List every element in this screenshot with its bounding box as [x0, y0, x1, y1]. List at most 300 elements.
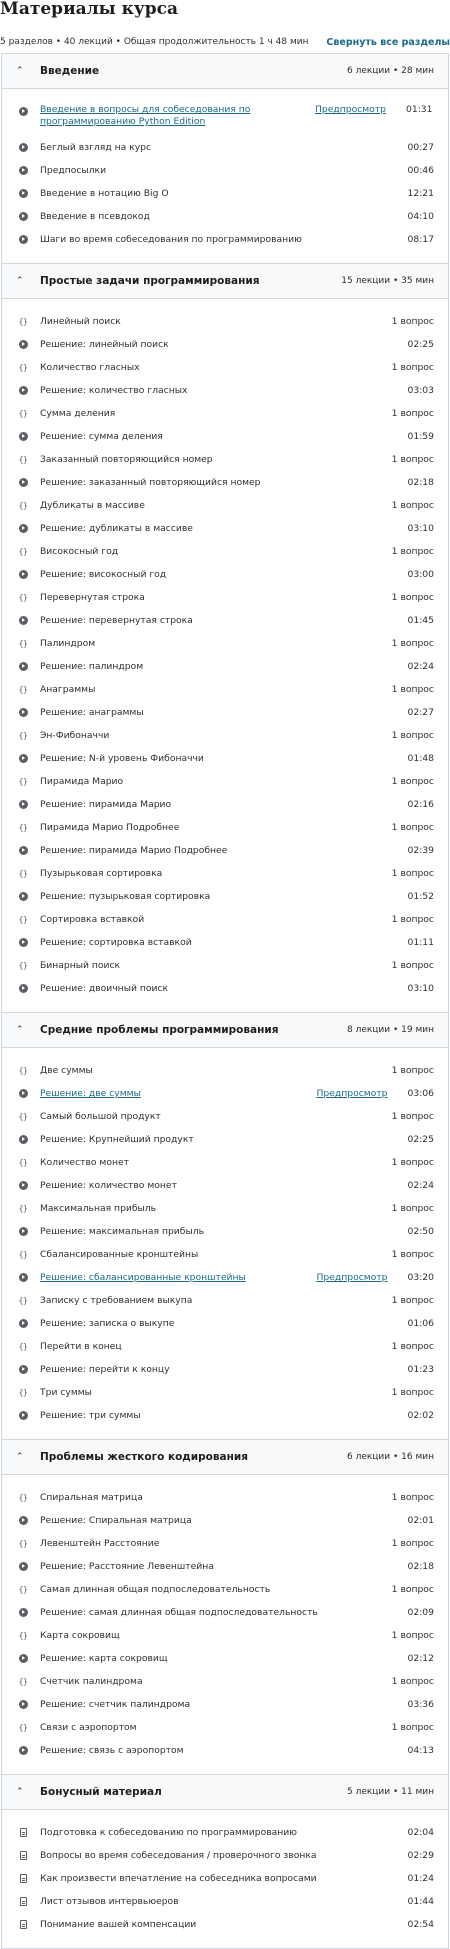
lecture-item[interactable]	[2, 839, 448, 862]
lecture-item[interactable]	[2, 136, 448, 159]
section-meta: 5 лекции • 11 мин	[346, 1787, 434, 1797]
play-circle-icon	[16, 1652, 30, 1666]
lecture-title: Високосный год	[40, 546, 119, 557]
play-circle-icon	[16, 141, 30, 155]
lecture-title: Решение: пирамида Марио	[40, 799, 172, 810]
lecture-item[interactable]	[2, 609, 448, 632]
lecture-item[interactable]	[2, 1578, 448, 1601]
lecture-item[interactable]	[2, 182, 448, 205]
lecture-meta: 1 вопрос	[391, 1492, 434, 1503]
lecture-meta: 1 вопрос	[391, 408, 434, 419]
lecture-meta: 01:23	[407, 1364, 434, 1375]
lecture-title: Подготовка к собеседованию по программированию	[40, 1827, 297, 1838]
lecture-item[interactable]	[2, 1647, 448, 1670]
lecture-list	[2, 89, 448, 264]
lecture-item[interactable]	[2, 1670, 448, 1693]
lecture-item[interactable]	[2, 494, 448, 517]
section-title: Бонусный материал	[40, 1786, 162, 1798]
lecture-item[interactable]	[2, 1555, 448, 1578]
play-circle-icon	[16, 476, 30, 490]
lecture-item[interactable]	[2, 1716, 448, 1739]
lecture-item[interactable]	[2, 356, 448, 379]
lecture-meta: 1 вопрос	[391, 362, 434, 373]
lecture-meta: 1 вопрос	[391, 1538, 434, 1549]
section-title: Введение	[40, 65, 100, 77]
play-circle-icon	[16, 104, 30, 118]
lecture-title: Три суммы	[40, 1387, 92, 1398]
play-circle-icon	[16, 1225, 30, 1239]
play-circle-icon	[16, 982, 30, 996]
lecture-item[interactable]	[2, 1844, 448, 1867]
lecture-title: Количество монет	[40, 1157, 129, 1168]
lecture-title: Анаграммы	[40, 684, 96, 695]
lecture-title: Палиндром	[40, 638, 96, 649]
lecture-item[interactable]	[2, 1486, 448, 1509]
lecture-meta: 01:48	[407, 753, 434, 764]
play-circle-icon	[16, 1317, 30, 1331]
lecture-title: Дубликаты в массиве	[40, 500, 145, 511]
lecture-meta: 01:45	[407, 615, 434, 626]
lecture-meta: 1 вопрос	[391, 868, 434, 879]
play-circle-icon	[16, 1179, 30, 1193]
play-circle-icon	[16, 1133, 30, 1147]
lecture-meta: 1 вопрос	[391, 1111, 434, 1122]
lecture-item[interactable]	[2, 228, 448, 251]
play-circle-icon	[16, 384, 30, 398]
lecture-title: Решение: связь с аэропортом	[40, 1745, 184, 1756]
play-circle-icon	[16, 890, 30, 904]
lecture-item[interactable]	[2, 1624, 448, 1647]
lecture-meta: 1 вопрос	[391, 822, 434, 833]
lecture-meta: 02:02	[407, 1410, 434, 1421]
quiz-braces-icon: {}	[18, 317, 28, 326]
lecture-title: Решение: заказанный повторяющийся номер	[40, 477, 261, 488]
lecture-item[interactable]	[2, 1312, 448, 1335]
lecture-meta: 1 вопрос	[391, 1676, 434, 1687]
lecture-meta: 02:09	[407, 1607, 434, 1618]
lecture-item[interactable]	[2, 586, 448, 609]
lecture-meta: 01:44	[407, 1896, 434, 1907]
quiz-braces-icon: {}	[18, 1388, 28, 1397]
lecture-item[interactable]	[2, 655, 448, 678]
lecture-meta: 1 вопрос	[391, 454, 434, 465]
lecture-title: Решение: три суммы	[40, 1410, 141, 1421]
chevron-up-icon: ⌃	[16, 66, 24, 76]
preview-link[interactable]: Предпросмотр	[315, 104, 386, 115]
quiz-braces-icon: {}	[18, 869, 28, 878]
lecture-title[interactable]: Введение в вопросы для собеседования по программированию Python Edition	[40, 104, 251, 127]
quiz-braces-icon: {}	[18, 639, 28, 648]
play-circle-icon	[16, 1514, 30, 1528]
lecture-item[interactable]	[2, 1821, 448, 1844]
lecture-item[interactable]	[2, 1197, 448, 1220]
quiz-braces-icon: {}	[18, 1204, 28, 1213]
lecture-title: Карта сокровищ	[40, 1630, 120, 1641]
play-circle-icon	[16, 706, 30, 720]
lecture-item[interactable]	[2, 724, 448, 747]
lecture-item[interactable]	[2, 747, 448, 770]
lecture-item[interactable]	[2, 540, 448, 563]
play-circle-icon	[16, 1698, 30, 1712]
lecture-meta: 1 вопрос	[391, 1722, 434, 1733]
quiz-braces-icon: {}	[18, 1112, 28, 1121]
lecture-list	[2, 1475, 448, 1775]
course-section	[2, 1775, 448, 1948]
lecture-meta: 00:27	[407, 142, 434, 153]
course-summary: 5 разделов • 40 лекций • Общая продолжительность 1 ч 48 мин	[0, 37, 309, 47]
section-title: Средние проблемы программирования	[40, 1024, 279, 1036]
section-header[interactable]	[2, 1013, 448, 1048]
lecture-title: Максимальная прибыль	[40, 1203, 157, 1214]
lecture-item[interactable]	[2, 1532, 448, 1555]
lecture-title: Предпосылки	[40, 165, 107, 176]
lecture-title: Записку с требованием выкупа	[40, 1295, 193, 1306]
lecture-title: Решение: линейный поиск	[40, 339, 169, 350]
document-icon	[16, 1895, 30, 1909]
lecture-item[interactable]	[2, 931, 448, 954]
lecture-item[interactable]	[2, 885, 448, 908]
lecture-item[interactable]	[2, 333, 448, 356]
lecture-item[interactable]	[2, 793, 448, 816]
lecture-meta: 02:18	[407, 477, 434, 488]
lecture-item[interactable]	[2, 310, 448, 333]
section-meta: 15 лекции • 35 мин	[341, 276, 434, 286]
lecture-meta: 03:00	[407, 569, 434, 580]
lecture-meta: 01:52	[407, 891, 434, 902]
lecture-title: Пирамида Марио Подробнее	[40, 822, 180, 833]
lecture-meta: 04:10	[407, 211, 434, 222]
lecture-item[interactable]	[2, 632, 448, 655]
chevron-up-icon: ⌃	[16, 1025, 24, 1035]
course-section	[2, 264, 448, 1013]
lecture-title: Решение: счетчик палиндрома	[40, 1699, 191, 1710]
lecture-meta: 02:04	[407, 1827, 434, 1838]
lecture-item[interactable]	[2, 1739, 448, 1762]
lecture-item[interactable]	[2, 816, 448, 839]
play-circle-icon	[16, 1409, 30, 1423]
lecture-meta: 1 вопрос	[391, 776, 434, 787]
lecture-meta: 1 вопрос	[391, 1157, 434, 1168]
lecture-item[interactable]	[2, 379, 448, 402]
quiz-braces-icon: {}	[18, 777, 28, 786]
lecture-item[interactable]	[2, 563, 448, 586]
course-section	[2, 54, 448, 264]
lecture-meta: 02:39	[407, 845, 434, 856]
lecture-item[interactable]	[2, 1867, 448, 1890]
lecture-meta: 1 вопрос	[391, 914, 434, 925]
lecture-title[interactable]: Решение: две суммы	[40, 1088, 141, 1099]
collapse-all-button[interactable]: Свернуть все разделы	[326, 36, 450, 48]
lecture-item[interactable]	[2, 100, 448, 136]
lecture-item[interactable]	[2, 1890, 448, 1913]
lecture-meta: 03:36	[407, 1699, 434, 1710]
lecture-title: Вопросы во время собеседования / проверочного звонка	[40, 1850, 317, 1861]
lecture-item[interactable]	[2, 517, 448, 540]
play-circle-icon	[16, 1606, 30, 1620]
lecture-meta: 03:06	[407, 1088, 434, 1099]
lecture-item[interactable]	[2, 1404, 448, 1427]
lecture-title: Как произвести впечатление на собеседника вопросами	[40, 1873, 317, 1884]
lecture-item[interactable]	[2, 1381, 448, 1404]
lecture-item[interactable]	[2, 1082, 448, 1105]
preview-link[interactable]: Предпросмотр	[316, 1272, 388, 1283]
lecture-title: Сумма деления	[40, 408, 116, 419]
lecture-title: Решение: записка о выкупе	[40, 1318, 175, 1329]
lecture-title: Введение в нотацию Big O	[40, 188, 169, 199]
quiz-braces-icon: {}	[18, 501, 28, 510]
lecture-meta: 03:10	[407, 523, 434, 534]
lecture-item[interactable]	[2, 1693, 448, 1716]
quiz-braces-icon: {}	[18, 1296, 28, 1305]
lecture-meta: 02:24	[407, 1180, 434, 1191]
lecture-title: Левенштейн Расстояние	[40, 1538, 160, 1549]
quiz-braces-icon: {}	[18, 685, 28, 694]
lecture-list	[2, 1810, 448, 1948]
lecture-title: Решение: перейти к концу	[40, 1364, 170, 1375]
quiz-braces-icon: {}	[18, 1631, 28, 1640]
play-circle-icon	[16, 1560, 30, 1574]
lecture-item[interactable]	[2, 908, 448, 931]
lecture-title: Решение: пирамида Марио Подробнее	[40, 845, 228, 856]
lecture-title: Две суммы	[40, 1065, 93, 1076]
section-title: Простые задачи программирования	[40, 275, 260, 287]
lecture-title: Решение: двоичный поиск	[40, 983, 169, 994]
lecture-meta: 02:12	[407, 1653, 434, 1664]
quiz-braces-icon: {}	[18, 731, 28, 740]
quiz-braces-icon: {}	[18, 1493, 28, 1502]
quiz-braces-icon: {}	[18, 1158, 28, 1167]
lecture-title: Решение: перевернутая строка	[40, 615, 193, 626]
lecture-meta: 1 вопрос	[391, 730, 434, 741]
play-circle-icon	[16, 752, 30, 766]
lecture-meta: 01:11	[407, 937, 434, 948]
lecture-title: Спиральная матрица	[40, 1492, 143, 1503]
lecture-title[interactable]: Решение: сбалансированные кронштейны	[40, 1272, 246, 1283]
chevron-up-icon: ⌃	[16, 1787, 24, 1797]
lecture-meta: 01:24	[407, 1873, 434, 1884]
lecture-item[interactable]	[2, 977, 448, 1000]
lecture-meta: 03:20	[407, 1272, 434, 1283]
lecture-meta: 1 вопрос	[391, 960, 434, 971]
lecture-meta: 02:25	[407, 1134, 434, 1145]
lecture-meta: 1 вопрос	[391, 638, 434, 649]
quiz-braces-icon: {}	[18, 823, 28, 832]
lecture-meta: 02:18	[407, 1561, 434, 1572]
lecture-item[interactable]	[2, 159, 448, 182]
play-circle-icon	[16, 210, 30, 224]
course-section	[2, 1013, 448, 1440]
course-summary-row	[0, 30, 450, 54]
lecture-title: Связи с аэропортом	[40, 1722, 137, 1733]
lecture-meta: 02:25	[407, 339, 434, 350]
lecture-item[interactable]	[2, 1913, 448, 1936]
quiz-braces-icon: {}	[18, 1677, 28, 1686]
lecture-item[interactable]	[2, 448, 448, 471]
lecture-meta: 02:50	[407, 1226, 434, 1237]
lecture-meta: 1 вопрос	[391, 1341, 434, 1352]
play-circle-icon	[16, 1271, 30, 1285]
lecture-title: Самый большой продукт	[40, 1111, 161, 1122]
lecture-item[interactable]	[2, 1335, 448, 1358]
lecture-title: Решение: самая длинная общая подпоследовательность	[40, 1607, 318, 1618]
lecture-item[interactable]	[2, 1243, 448, 1266]
quiz-braces-icon: {}	[18, 1539, 28, 1548]
preview-link[interactable]: Предпросмотр	[316, 1088, 388, 1099]
quiz-braces-icon: {}	[18, 1066, 28, 1075]
document-icon	[16, 1826, 30, 1840]
play-circle-icon	[16, 568, 30, 582]
play-circle-icon	[16, 660, 30, 674]
lecture-item[interactable]	[2, 1151, 448, 1174]
lecture-meta: 1 вопрос	[391, 1387, 434, 1398]
lecture-title: Пузырьковая сортировка	[40, 868, 163, 879]
lecture-item[interactable]	[2, 425, 448, 448]
course-section	[2, 1440, 448, 1775]
lecture-meta: 03:03	[407, 385, 434, 396]
quiz-braces-icon: {}	[18, 409, 28, 418]
lecture-meta: 08:17	[407, 234, 434, 245]
lecture-item[interactable]	[2, 770, 448, 793]
section-header[interactable]	[2, 1440, 448, 1475]
lecture-title: Решение: палиндром	[40, 661, 144, 672]
lecture-meta: 02:24	[407, 661, 434, 672]
lecture-title: Решение: дубликаты в массиве	[40, 523, 193, 534]
lecture-meta: 01:31	[406, 104, 433, 115]
document-icon	[16, 1849, 30, 1863]
quiz-braces-icon: {}	[18, 915, 28, 924]
section-header[interactable]	[2, 54, 448, 89]
play-circle-icon	[16, 338, 30, 352]
lecture-item[interactable]	[2, 954, 448, 977]
lecture-title: Линейный поиск	[40, 316, 121, 327]
lecture-meta: 01:06	[407, 1318, 434, 1329]
lecture-item[interactable]	[2, 1128, 448, 1151]
lecture-meta: 1 вопрос	[391, 546, 434, 557]
play-circle-icon	[16, 844, 30, 858]
lecture-item[interactable]	[2, 1059, 448, 1082]
play-circle-icon	[16, 1744, 30, 1758]
lecture-meta: 04:13	[407, 1745, 434, 1756]
lecture-meta: 1 вопрос	[391, 1630, 434, 1641]
lecture-item[interactable]	[2, 1266, 448, 1289]
lecture-title: Решение: сумма деления	[40, 431, 163, 442]
lecture-title: Бинарный поиск	[40, 960, 121, 971]
lecture-item[interactable]	[2, 1105, 448, 1128]
lecture-item[interactable]	[2, 862, 448, 885]
lecture-title: Решение: Расстояние Левенштейна	[40, 1561, 214, 1572]
lecture-title: Понимание вашей компенсации	[40, 1919, 197, 1930]
lecture-title: Самая длинная общая подпоследовательность	[40, 1584, 271, 1595]
lecture-title: Решение: карта сокровищ	[40, 1653, 168, 1664]
lecture-meta: 1 вопрос	[391, 1203, 434, 1214]
lecture-meta: 1 вопрос	[391, 1584, 434, 1595]
lecture-title: Решение: сортировка вставкой	[40, 937, 192, 948]
quiz-braces-icon: {}	[18, 1342, 28, 1351]
quiz-braces-icon: {}	[18, 593, 28, 602]
lecture-item[interactable]	[2, 1220, 448, 1243]
lecture-meta: 1 вопрос	[391, 1295, 434, 1306]
course-content-page	[0, 0, 450, 54]
lecture-title: Сбалансированные кронштейны	[40, 1249, 199, 1260]
lecture-title: Введение в псевдокод	[40, 211, 150, 222]
lecture-item[interactable]	[2, 678, 448, 701]
lecture-title: Решение: Спиральная матрица	[40, 1515, 192, 1526]
section-title: Проблемы жесткого кодирования	[40, 1451, 248, 1463]
lecture-title: Сортировка вставкой	[40, 914, 145, 925]
lecture-meta: 12:21	[407, 188, 434, 199]
section-header[interactable]	[2, 264, 448, 299]
lecture-item[interactable]	[2, 471, 448, 494]
lecture-meta: 1 вопрос	[391, 500, 434, 511]
page-title: Материалы курса	[0, 0, 179, 19]
play-circle-icon	[16, 233, 30, 247]
quiz-braces-icon: {}	[18, 1250, 28, 1259]
quiz-braces-icon: {}	[18, 455, 28, 464]
lecture-title: Счетчик палиндрома	[40, 1676, 143, 1687]
lecture-item[interactable]	[2, 402, 448, 425]
lecture-item[interactable]	[2, 1289, 448, 1312]
section-meta: 8 лекции • 19 мин	[346, 1025, 434, 1035]
play-circle-icon	[16, 430, 30, 444]
lecture-title: Шаги во время собеседования по программированию	[40, 234, 302, 245]
lecture-title: Решение: N-й уровень Фибоначчи	[40, 753, 204, 764]
lecture-item[interactable]	[2, 701, 448, 724]
lecture-title: Заказанный повторяющийся номер	[40, 454, 213, 465]
play-circle-icon	[16, 187, 30, 201]
lecture-meta: 02:29	[407, 1850, 434, 1861]
section-header[interactable]	[2, 1775, 448, 1810]
play-circle-icon	[16, 936, 30, 950]
lecture-meta: 1 вопрос	[391, 592, 434, 603]
lecture-title: Решение: количество монет	[40, 1180, 177, 1191]
lecture-title: Беглый взгляд на курс	[40, 142, 152, 153]
play-circle-icon	[16, 798, 30, 812]
document-icon	[16, 1872, 30, 1886]
lecture-item[interactable]	[2, 205, 448, 228]
lecture-title: Решение: анаграммы	[40, 707, 144, 718]
lecture-meta: 1 вопрос	[391, 684, 434, 695]
quiz-braces-icon: {}	[18, 1585, 28, 1594]
section-meta: 6 лекции • 16 мин	[346, 1452, 434, 1462]
lecture-meta: 1 вопрос	[391, 316, 434, 327]
lecture-item[interactable]	[2, 1509, 448, 1532]
chevron-up-icon: ⌃	[16, 276, 24, 286]
play-circle-icon	[16, 614, 30, 628]
lecture-title: Эн-Фибоначчи	[40, 730, 110, 741]
quiz-braces-icon: {}	[18, 547, 28, 556]
chevron-up-icon: ⌃	[16, 1452, 24, 1462]
lecture-meta: 03:10	[407, 983, 434, 994]
section-meta: 6 лекции • 28 мин	[346, 66, 434, 76]
lecture-meta: 02:27	[407, 707, 434, 718]
lecture-title: Решение: количество гласных	[40, 385, 188, 396]
sections-list	[1, 53, 449, 1949]
lecture-item[interactable]	[2, 1174, 448, 1197]
lecture-item[interactable]	[2, 1358, 448, 1381]
lecture-title: Решение: Крупнейший продукт	[40, 1134, 194, 1145]
lecture-meta: 1 вопрос	[391, 1249, 434, 1260]
lecture-title: Лист отзывов интервьюеров	[40, 1896, 179, 1907]
lecture-item[interactable]	[2, 1601, 448, 1624]
lecture-meta: 02:16	[407, 799, 434, 810]
lecture-meta: 1 вопрос	[391, 1065, 434, 1076]
lecture-title: Решение: пузырьковая сортировка	[40, 891, 211, 902]
lecture-list	[2, 1048, 448, 1440]
quiz-braces-icon: {}	[18, 961, 28, 970]
lecture-title: Решение: максимальная прибыль	[40, 1226, 204, 1237]
lecture-title: Количество гласных	[40, 362, 140, 373]
play-circle-icon	[16, 164, 30, 178]
